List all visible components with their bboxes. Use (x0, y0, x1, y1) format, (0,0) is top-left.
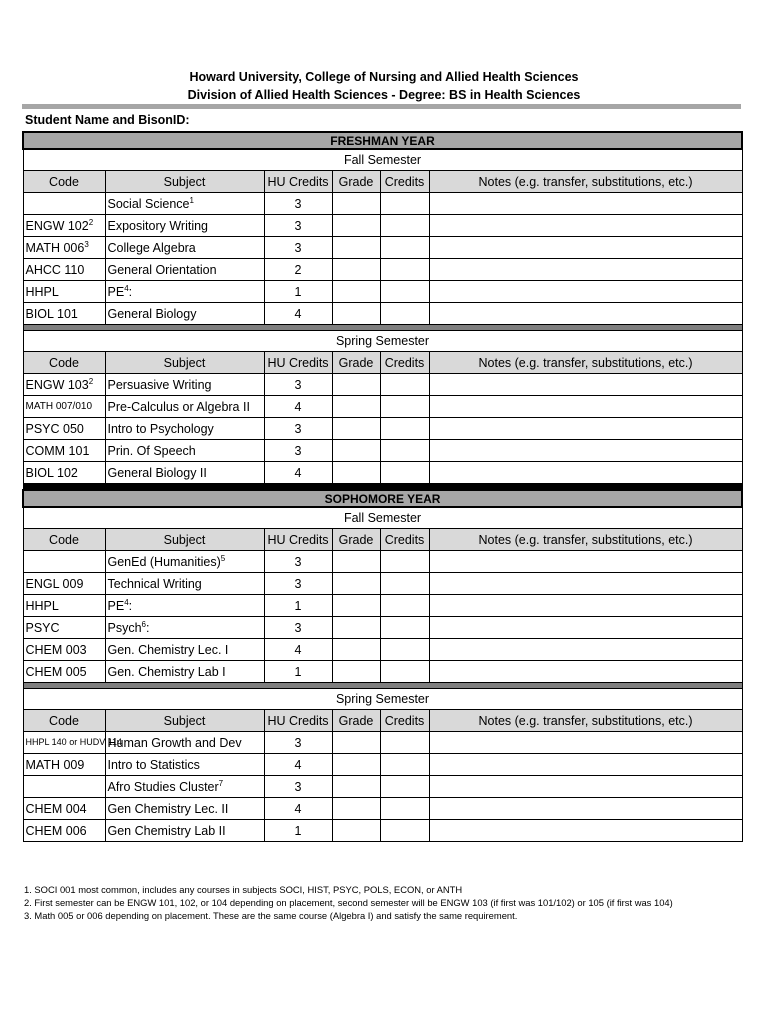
column-header: Subject (105, 710, 264, 732)
hu-credits: 2 (264, 259, 332, 281)
column-header-row (23, 710, 742, 732)
document-header (0, 68, 768, 104)
column-header: Notes (e.g. transfer, substitutions, etc.) (429, 171, 742, 193)
course-subject (105, 617, 264, 639)
hu-credits: 4 (264, 754, 332, 776)
earned-credits-cell[interactable] (380, 661, 429, 683)
earned-credits-cell[interactable] (380, 193, 429, 215)
course-subject (105, 281, 264, 303)
footnote: 3. Math 005 or 006 depending on placement. These are the same course (Algebra I) and satisfy the same requirement. (24, 910, 518, 921)
column-header: Credits (380, 352, 429, 374)
course-code (23, 732, 123, 754)
semester-title: Spring Semester (23, 331, 742, 352)
course-code (23, 259, 105, 281)
hu-credits: 3 (264, 193, 332, 215)
subject-suffix: : (128, 284, 133, 299)
hu-credits: 3 (264, 732, 332, 754)
course-code-text: HHPL (25, 284, 59, 299)
course-row (23, 281, 742, 303)
column-header: Code (23, 352, 105, 374)
notes-cell[interactable] (429, 820, 742, 842)
header-divider (22, 104, 741, 109)
column-header: Subject (105, 352, 264, 374)
course-row (23, 396, 742, 418)
grade-cell[interactable] (332, 639, 380, 661)
semester-row (23, 331, 742, 352)
column-header: HU Credits (264, 352, 332, 374)
course-subject-text: Persuasive Writing (107, 377, 212, 392)
hu-credits: 3 (264, 418, 332, 440)
course-row (23, 418, 742, 440)
course-code-text: COMM 101 (25, 443, 90, 458)
grade-cell[interactable] (332, 754, 380, 776)
hu-credits: 4 (264, 798, 332, 820)
course-subject-text: Gen Chemistry Lec. II (107, 801, 229, 816)
notes-cell[interactable] (429, 754, 742, 776)
hu-credits: 1 (264, 820, 332, 842)
notes-cell[interactable] (429, 617, 742, 639)
notes-cell[interactable] (429, 374, 742, 396)
hu-credits: 4 (264, 462, 332, 484)
course-row (23, 754, 742, 776)
course-row (23, 215, 742, 237)
course-row (23, 440, 742, 462)
course-code-text: CHEM 006 (25, 823, 87, 838)
earned-credits-cell[interactable] (380, 215, 429, 237)
earned-credits-cell[interactable] (380, 754, 429, 776)
grade-cell[interactable] (332, 732, 380, 754)
hu-credits: 1 (264, 281, 332, 303)
course-code-text: CHEM 004 (25, 801, 87, 816)
course-code-text: HHPL 140 or HUDV 114 (25, 737, 123, 747)
header-line-1: Howard University, College of Nursing and Allied Health Sciences (189, 70, 579, 84)
course-code (23, 573, 105, 595)
course-row (23, 732, 742, 754)
footnote: 2. First semester can be ENGW 101, 102, or 104 depending on placement, second semester will be ENGW 103 (if first was 101/102) or 105 (if first was 104) (24, 897, 673, 908)
course-row (23, 798, 742, 820)
footnote-ref: 4 (124, 597, 129, 607)
hu-credits: 3 (264, 573, 332, 595)
column-header-row (23, 352, 742, 374)
column-header: Credits (380, 171, 429, 193)
earned-credits-cell[interactable] (380, 732, 429, 754)
earned-credits-cell[interactable] (380, 573, 429, 595)
earned-credits-cell[interactable] (380, 462, 429, 484)
grade-cell[interactable] (332, 798, 380, 820)
earned-credits-cell[interactable] (380, 281, 429, 303)
hu-credits: 4 (264, 396, 332, 418)
course-subject (105, 798, 264, 820)
column-header: Code (23, 710, 105, 732)
grade-cell[interactable] (332, 617, 380, 639)
course-subject-text: Gen. Chemistry Lec. I (107, 642, 229, 657)
course-code-text: ENGW 102 (25, 218, 89, 233)
footnote-ref: 4 (124, 283, 129, 293)
semester-title: Fall Semester (23, 507, 742, 529)
course-code (23, 551, 105, 573)
notes-cell[interactable] (429, 595, 742, 617)
course-code-text: CHEM 005 (25, 664, 87, 679)
column-header: Code (23, 529, 105, 551)
grade-cell[interactable] (332, 259, 380, 281)
notes-cell[interactable] (429, 396, 742, 418)
column-header: Grade (332, 529, 380, 551)
hu-credits: 4 (264, 639, 332, 661)
column-header: Code (23, 171, 105, 193)
hu-credits: 3 (264, 237, 332, 259)
earned-credits-cell[interactable] (380, 820, 429, 842)
footnote-ref: 6 (141, 619, 146, 629)
course-code (23, 776, 105, 798)
footnote-ref: 2 (88, 376, 94, 386)
year-header-row (23, 490, 742, 507)
course-code-text: PSYC 050 (25, 421, 84, 436)
grade-cell[interactable] (332, 303, 380, 325)
footnote-ref: 1 (189, 195, 194, 205)
student-name-label: Student Name and BisonID: (25, 113, 190, 127)
course-code-text: CHEM 003 (25, 642, 87, 657)
grade-cell[interactable] (332, 237, 380, 259)
course-subject (105, 754, 264, 776)
notes-cell[interactable] (429, 418, 742, 440)
course-subject (105, 215, 264, 237)
grade-cell[interactable] (332, 595, 380, 617)
notes-cell[interactable] (429, 215, 742, 237)
hu-credits: 3 (264, 215, 332, 237)
course-subject-text: General Biology (107, 306, 197, 321)
hu-credits: 3 (264, 374, 332, 396)
earned-credits-cell[interactable] (380, 798, 429, 820)
course-subject-text: Intro to Statistics (107, 757, 200, 772)
course-row (23, 595, 742, 617)
hu-credits: 3 (264, 617, 332, 639)
course-code (23, 617, 105, 639)
course-subject-text: PE (107, 284, 125, 299)
earned-credits-cell[interactable] (380, 396, 429, 418)
earned-credits-cell[interactable] (380, 259, 429, 281)
column-header: Subject (105, 529, 264, 551)
notes-cell[interactable] (429, 798, 742, 820)
grade-cell[interactable] (332, 418, 380, 440)
earned-credits-cell[interactable] (380, 776, 429, 798)
course-subject (105, 303, 264, 325)
course-code (23, 193, 105, 215)
column-header: Grade (332, 710, 380, 732)
column-header: Notes (e.g. transfer, substitutions, etc.) (429, 710, 742, 732)
course-subject (105, 237, 264, 259)
hu-credits: 1 (264, 595, 332, 617)
course-code (23, 820, 105, 842)
course-code (23, 281, 105, 303)
course-row (23, 551, 742, 573)
semester-row (23, 689, 742, 710)
course-subject-text: College Algebra (107, 240, 196, 255)
footnote: 1. SOCI 001 most common, includes any courses in subjects SOCI, HIST, PSYC, POLS, ECON, or ANTH (24, 884, 463, 895)
earned-credits-cell[interactable] (380, 551, 429, 573)
earned-credits-cell[interactable] (380, 617, 429, 639)
grade-cell[interactable] (332, 281, 380, 303)
course-code-text: BIOL 101 (25, 306, 78, 321)
grade-cell[interactable] (332, 193, 380, 215)
column-header: Grade (332, 352, 380, 374)
course-subject-text: Gen. Chemistry Lab I (107, 664, 226, 679)
course-subject-text: Prin. Of Speech (107, 443, 196, 458)
hu-credits: 3 (264, 551, 332, 573)
footnotes (24, 883, 673, 922)
header-line-2: Division of Allied Health Sciences - Degree: BS in Health Sciences (187, 88, 581, 102)
course-code (23, 303, 105, 325)
course-subject-text: Psych (107, 620, 142, 635)
hu-credits: 3 (264, 776, 332, 798)
hu-credits: 3 (264, 440, 332, 462)
notes-cell[interactable] (429, 281, 742, 303)
column-header: HU Credits (264, 171, 332, 193)
course-code-text: BIOL 102 (25, 465, 78, 480)
grade-cell[interactable] (332, 820, 380, 842)
course-subject (105, 193, 264, 215)
course-subject (105, 396, 264, 418)
earned-credits-cell[interactable] (380, 237, 429, 259)
column-header: Subject (105, 171, 264, 193)
course-row (23, 259, 742, 281)
course-code (23, 754, 105, 776)
footnote-ref: 2 (88, 217, 94, 227)
course-subject-text: Expository Writing (107, 218, 208, 233)
course-row (23, 237, 742, 259)
notes-cell[interactable] (429, 259, 742, 281)
course-row (23, 661, 742, 683)
course-code-text: MATH 006 (25, 240, 85, 255)
course-code (23, 661, 105, 683)
column-header: HU Credits (264, 710, 332, 732)
earned-credits-cell[interactable] (380, 303, 429, 325)
course-code-text: ENGL 009 (25, 576, 84, 591)
course-row (23, 639, 742, 661)
semester-row (23, 149, 742, 171)
footnote-ref: 7 (218, 778, 224, 788)
course-subject (105, 661, 264, 683)
course-code (23, 418, 105, 440)
course-subject (105, 259, 264, 281)
notes-cell[interactable] (429, 193, 742, 215)
grade-cell[interactable] (332, 374, 380, 396)
course-subject-text: General Orientation (107, 262, 217, 277)
course-code-text: MATH 009 (25, 757, 85, 772)
notes-cell[interactable] (429, 237, 742, 259)
notes-cell[interactable] (429, 661, 742, 683)
subject-suffix: : (146, 620, 150, 635)
course-subject (105, 374, 264, 396)
course-code (23, 396, 105, 418)
course-code (23, 595, 105, 617)
grade-cell[interactable] (332, 440, 380, 462)
earned-credits-cell[interactable] (380, 440, 429, 462)
footnote-ref: 5 (220, 553, 226, 563)
course-row (23, 776, 742, 798)
earned-credits-cell[interactable] (380, 418, 429, 440)
grade-cell[interactable] (332, 551, 380, 573)
course-subject-text: General Biology II (107, 465, 207, 480)
notes-cell[interactable] (429, 639, 742, 661)
column-header: Credits (380, 529, 429, 551)
course-row (23, 573, 742, 595)
course-code (23, 237, 105, 259)
grade-cell[interactable] (332, 215, 380, 237)
notes-cell[interactable] (429, 440, 742, 462)
grade-cell[interactable] (332, 462, 380, 484)
course-subject (105, 639, 264, 661)
course-subject-text: Technical Writing (107, 576, 202, 591)
course-subject (105, 462, 264, 484)
subject-suffix: : (128, 598, 133, 613)
column-header-row (23, 529, 742, 551)
course-subject (105, 573, 264, 595)
course-code (23, 639, 105, 661)
column-header-row (23, 171, 742, 193)
course-code-text: HHPL (25, 598, 59, 613)
column-header: Grade (332, 171, 380, 193)
course-subject-text: Gen Chemistry Lab II (107, 823, 226, 838)
notes-cell[interactable] (429, 551, 742, 573)
course-subject (105, 776, 264, 798)
column-header: Notes (e.g. transfer, substitutions, etc.) (429, 529, 742, 551)
year-header-row (23, 132, 742, 149)
course-subject (105, 440, 264, 462)
earned-credits-cell[interactable] (380, 595, 429, 617)
course-row (23, 193, 742, 215)
course-subject-text: Social Science (107, 196, 190, 211)
column-header: HU Credits (264, 529, 332, 551)
notes-cell[interactable] (429, 573, 742, 595)
degree-plan-table (22, 131, 743, 842)
course-code-text: ENGW 103 (25, 377, 89, 392)
course-subject (105, 595, 264, 617)
course-code-text: AHCC 110 (25, 262, 85, 277)
course-row (23, 462, 742, 484)
notes-cell[interactable] (429, 776, 742, 798)
course-subject-text: Afro Studies Cluster (107, 779, 219, 794)
grade-cell[interactable] (332, 776, 380, 798)
course-subject-text: PE (107, 598, 125, 613)
column-header: Notes (e.g. transfer, substitutions, etc.) (429, 352, 742, 374)
footnote-ref: 3 (84, 239, 89, 249)
course-code (23, 215, 105, 237)
semester-row (23, 507, 742, 529)
column-header: Credits (380, 710, 429, 732)
course-row (23, 617, 742, 639)
course-subject-text: Human Growth and Dev (107, 735, 242, 750)
course-code (23, 798, 105, 820)
course-code (23, 374, 105, 396)
semester-title: Fall Semester (23, 149, 742, 171)
course-subject (105, 732, 264, 754)
course-code-text: MATH 007/010 (25, 401, 93, 412)
grade-cell[interactable] (332, 661, 380, 683)
year-title: SOPHOMORE YEAR (23, 490, 742, 507)
grade-cell[interactable] (332, 396, 380, 418)
earned-credits-cell[interactable] (380, 374, 429, 396)
notes-cell[interactable] (429, 303, 742, 325)
course-row (23, 303, 742, 325)
hu-credits: 1 (264, 661, 332, 683)
semester-title: Spring Semester (23, 689, 742, 710)
course-code (23, 440, 105, 462)
course-subject (105, 820, 264, 842)
notes-cell[interactable] (429, 732, 742, 754)
course-subject-text: GenEd (Humanities) (107, 554, 221, 569)
grade-cell[interactable] (332, 573, 380, 595)
course-subject-text: Pre-Calculus or Algebra II (107, 399, 250, 414)
earned-credits-cell[interactable] (380, 639, 429, 661)
course-row (23, 374, 742, 396)
course-subject (105, 551, 264, 573)
year-title: FRESHMAN YEAR (23, 132, 742, 149)
course-subject (105, 418, 264, 440)
course-row (23, 820, 742, 842)
notes-cell[interactable] (429, 462, 742, 484)
course-code (23, 462, 105, 484)
course-subject-text: Intro to Psychology (107, 421, 214, 436)
hu-credits: 4 (264, 303, 332, 325)
course-code-text: PSYC (25, 620, 60, 635)
